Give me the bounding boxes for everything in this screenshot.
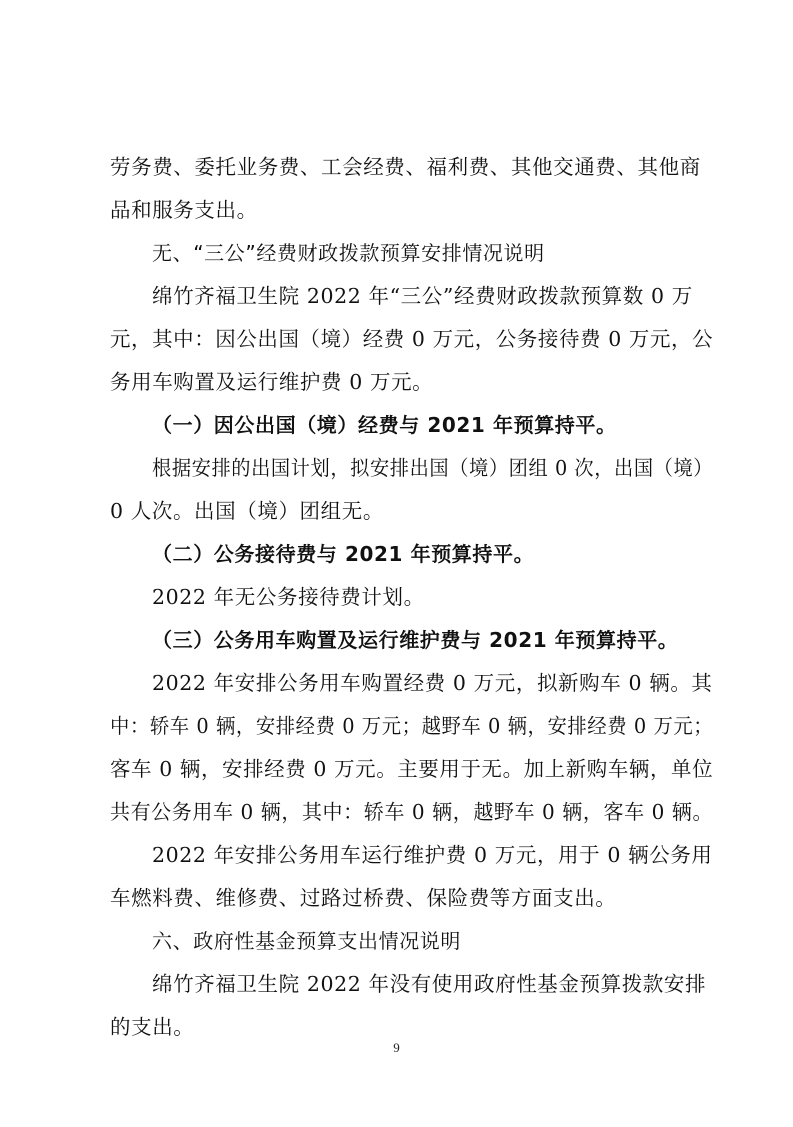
body-text-line [0, 276, 793, 316]
body-text-line [0, 491, 793, 531]
body-text-line [0, 835, 793, 875]
body-text-line [0, 147, 793, 187]
subsection-heading [0, 620, 793, 660]
body-text-line [0, 577, 793, 617]
body-text-line [0, 792, 793, 832]
text-line-7: 根据安排的出国计划，拟安排出国（境）团组 0 次，出国（境） [152, 456, 714, 480]
text-line-10: 2022 年无公务接待费计划。 [152, 585, 425, 609]
body-text-line [0, 448, 793, 488]
text-line-8: 0 人次。出国（境）团组无。 [110, 499, 384, 523]
page-number: 9 [393, 1040, 400, 1055]
body-text-line [0, 190, 793, 230]
subsection-heading [0, 405, 793, 445]
body-text-line [0, 749, 793, 789]
text-line-9: （二）公务接待费与 2021 年预算持平。 [152, 542, 535, 566]
body-text-line [0, 663, 793, 703]
text-line-15: 共有公务用车 0 辆，其中：轿车 0 辆，越野车 0 辆，客车 0 辆。 [110, 800, 714, 824]
text-line-14: 客车 0 辆，安排经费 0 万元。主要用于无。加上新购车辆，单位 [110, 757, 714, 781]
text-line-13: 中：轿车 0 辆，安排经费 0 万元；越野车 0 辆，安排经费 0 万元； [110, 714, 714, 738]
text-line-5: 务用车购置及运行维护费 0 万元。 [110, 370, 434, 394]
text-line-4: 元，其中：因公出国（境）经费 0 万元，公务接待费 0 万元，公 [110, 327, 714, 351]
body-text-line [0, 706, 793, 746]
text-line-1: 品和服务支出。 [110, 198, 258, 222]
body-text-line [0, 319, 793, 359]
body-text-line [0, 878, 793, 918]
text-line-17: 车燃料费、维修费、过路过桥费、保险费等方面支出。 [110, 886, 617, 910]
text-line-2: 无、“三公”经费财政拨款预算安排情况说明 [152, 241, 545, 265]
text-line-18: 六、政府性基金预算支出情况说明 [152, 929, 461, 953]
section-heading [0, 921, 793, 961]
text-line-19: 绵竹齐福卫生院 2022 年没有使用政府性基金预算拨款安排 [152, 972, 707, 996]
text-line-11: （三）公务用车购置及运行维护费与 2021 年预算持平。 [152, 628, 679, 652]
subsection-heading [0, 534, 793, 574]
text-line-16: 2022 年安排公务用车运行维护费 0 万元，用于 0 辆公务用 [152, 843, 713, 867]
section-heading [0, 233, 793, 273]
text-line-12: 2022 年安排公务用车购置经费 0 万元，拟新购车 0 辆。其 [152, 671, 713, 695]
body-text-line [0, 964, 793, 1004]
text-line-20: 的支出。 [110, 1015, 195, 1039]
text-line-0: 劳务费、委托业务费、工会经费、福利费、其他交通费、其他商 [110, 155, 701, 179]
text-line-6: （一）因公出国（境）经费与 2021 年预算持平。 [152, 413, 617, 437]
text-line-3: 绵竹齐福卫生院 2022 年“三公”经费财政拨款预算数 0 万 [152, 284, 693, 308]
body-text-line [0, 362, 793, 402]
